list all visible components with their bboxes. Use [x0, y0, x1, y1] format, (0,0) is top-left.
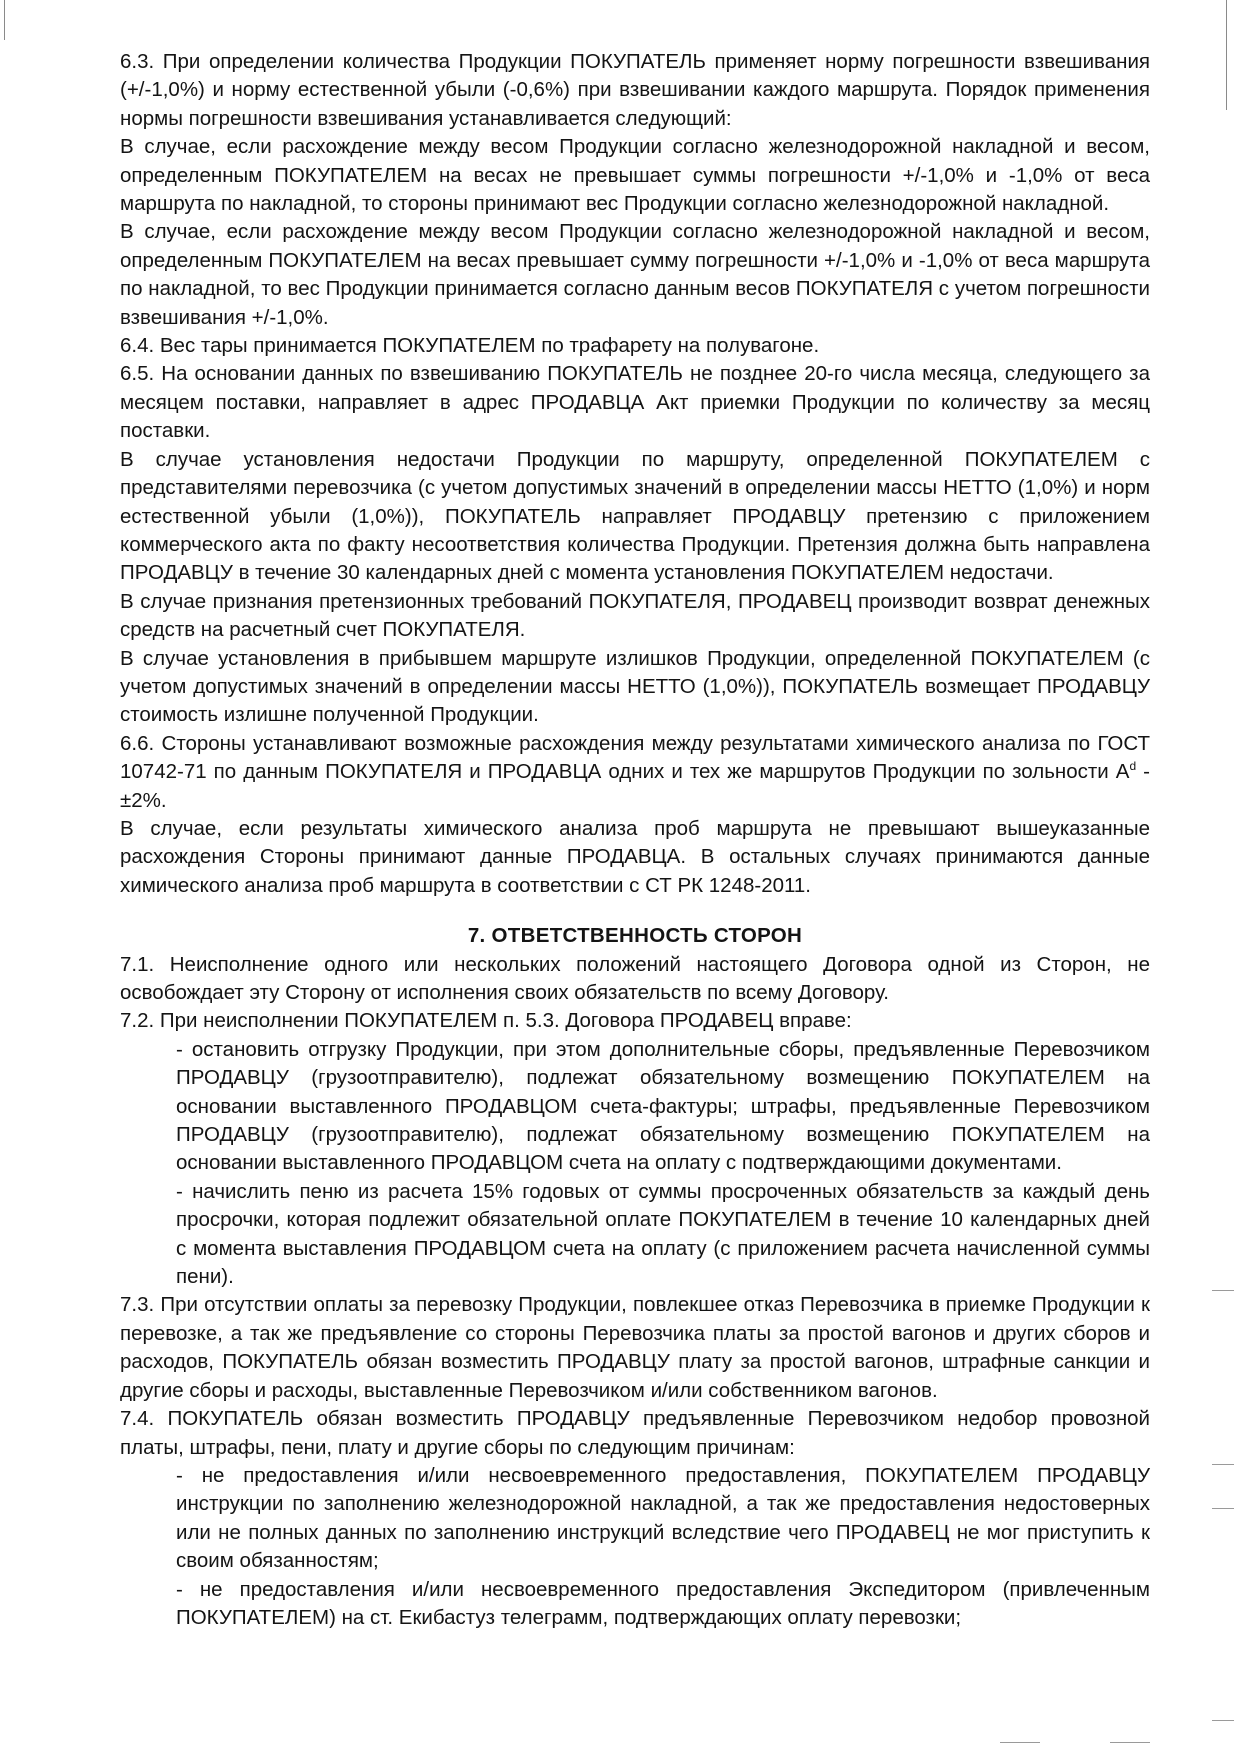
- clause-7-1: 7.1. Неисполнение одного или нескольких положений настоящего Договора одной из Сторон, не освобождает эту Сторону от исполнения своих обязательств по всему Договору.: [120, 952, 1150, 1004]
- clause-7-4-item: - не предоставления и/или несвоевременного предоставления Экспедитором (привлеченным ПОКУПАТЕЛЕМ) на ст. Екибастуз телеграмм, подтверждающих оплату перевозки;: [176, 1577, 1150, 1629]
- scan-right-edge-line: [1226, 0, 1227, 110]
- clause-7-4: 7.4. ПОКУПАТЕЛЬ обязан возместить ПРОДАВЦУ предъявленные Перевозчиком недобор провозной платы, штрафы, пени, плату и другие сборы по следующим причинам:: [120, 1407, 1150, 1459]
- clause-7-3: 7.3. При отсутствии оплаты за перевозку Продукции, повлекшее отказ Перевозчика в приемке Продукции к перевозке, а так же предъявление со стороны Перевозчика платы за простой вагонов и других сборов и расходов, ПОКУПАТЕЛЬ обязан возместить ПРОДАВЦУ плату за простой вагонов, штрафные санкции и другие сборы и расходы, выставленные Перевозчиком и/или собственником вагонов.: [120, 1293, 1150, 1402]
- ash-content-superscript: d: [1129, 759, 1137, 774]
- section-7-title: 7. ОТВЕТСТВЕННОСТЬ СТОРОН: [467, 924, 803, 948]
- clause-6-6-text: 6.6. Стороны устанавливают возможные расхождения между результатами химического анализа по ГОСТ 10742-71 по данным ПОКУПАТЕЛЯ и ПРОДАВЦА одних и тех же маршрутов Продукции по зольности A: [120, 731, 1150, 784]
- clause-6-3-paragraph: В случае, если расхождение между весом Продукции согласно железнодорожной накладной и весом, определенным ПОКУПАТЕЛЕМ на весах превышает сумму погрешности +/-1,0% и -1,0% от веса маршрута по накладной, то вес Продукции принимается согласно данным весов ПОКУПАТЕЛЯ с учетом погрешности взвешивания +/-1,0%.: [120, 220, 1150, 329]
- clause-6-5-paragraph: В случае установления недостачи Продукции по маршруту, определенной ПОКУПАТЕЛЕМ с представителями перевозчика (с учетом допустимых значений в определении массы НЕТТО (1,0%) и норм естественной убыли (1,0%)), ПОКУПАТЕЛЬ направляет ПРОДАВЦУ претензию с приложением коммерческого акта по факту несоответствия количества Продукции. Претензия должна быть направлена ПРОДАВЦУ в течение 30 календарных дней с момента установления ПОКУПАТЕЛЕМ недостачи.: [120, 447, 1150, 585]
- clause-7-4-item: - не предоставления и/или несвоевременного предоставления, ПОКУПАТЕЛЕМ ПРОДАВЦУ инструкции по заполнению железнодорожной накладной, а так же предоставления недостоверных или не полных данных по заполнению инструкций вследствие чего ПРОДАВЕЦ не мог приступить к своим обязанностям;: [176, 1463, 1150, 1573]
- scan-bottom-dash: [1000, 1742, 1040, 1743]
- document-body: [120, 48, 1150, 1632]
- clause-7-2: 7.2. При неисполнении ПОКУПАТЕЛЕМ п. 5.3. Договора ПРОДАВЕЦ вправе:: [120, 1009, 852, 1033]
- scan-left-edge-line: [4, 0, 5, 40]
- clause-6-6-paragraph: В случае, если результаты химического анализа проб маршрута не превышают вышеуказанные расхождения Стороны принимают данные ПРОДАВЦА. В остальных случаях принимаются данные химического анализа проб маршрута в соответствии с СТ РК 1248-2011.: [120, 816, 1150, 897]
- scan-right-edge-dash: [1212, 1508, 1234, 1509]
- scan-bottom-dash: [1110, 1742, 1150, 1743]
- clause-6-5: 6.5. На основании данных по взвешиванию ПОКУПАТЕЛЬ не позднее 20-го числа месяца, следующего за месяцем поставки, направляет в адрес ПРОДАВЦА Акт приемки Продукции по количеству за месяц поставки.: [120, 362, 1150, 443]
- clause-6-4: 6.4. Вес тары принимается ПОКУПАТЕЛЕМ по трафарету на полувагоне.: [120, 334, 820, 358]
- clause-6-5-paragraph: В случае установления в прибывшем маршруте излишков Продукции, определенной ПОКУПАТЕЛЕМ (с учетом допустимых значений в определении массы НЕТТО (1,0%)), ПОКУПАТЕЛЬ возмещает ПРОДАВЦУ стоимость излишне полученной Продукции.: [120, 646, 1150, 727]
- clause-6-3: 6.3. При определении количества Продукции ПОКУПАТЕЛЬ применяет норму погрешности взвешивания (+/-1,0%) и норму естественной убыли (-0,6%) при взвешивании каждого маршрута. Порядок применения нормы погрешности взвешивания устанавливается следующий:: [120, 50, 1150, 130]
- clause-6-6-tolerance: - ±2%.: [120, 760, 1150, 812]
- clause-6-3-paragraph: В случае, если расхождение между весом Продукции согласно железнодорожной накладной и весом, определенным ПОКУПАТЕЛЕМ на весах не превышает суммы погрешности +/-1,0% и -1,0% от веса маршрута по накладной, то стороны принимают вес Продукции согласно железнодорожной накладной.: [120, 135, 1150, 216]
- scan-right-edge-dash: [1212, 1720, 1234, 1721]
- clause-7-2-item: - начислить пеню из расчета 15% годовых от суммы просроченных обязательств за каждый день просрочки, которая подлежит обязательной оплате ПОКУПАТЕЛЕМ в течение 10 календарных дней с момента выставления ПРОДАВЦОМ счета на оплату (с приложением расчета начисленной суммы пени).: [176, 1179, 1150, 1289]
- clause-6-5-paragraph: В случае признания претензионных требований ПОКУПАТЕЛЯ, ПРОДАВЕЦ производит возврат денежных средств на расчетный счет ПОКУПАТЕЛЯ.: [120, 589, 1150, 642]
- clause-7-2-item: - остановить отгрузку Продукции, при этом дополнительные сборы, предъявленные Перевозчиком ПРОДАВЦУ (грузоотправителю), подлежат обязательному возмещению ПОКУПАТЕЛЕМ на основании выставленного ПРОДАВЦОМ счета-фактуры; штрафы, предъявленные Перевозчиком ПРОДАВЦУ (грузоотправителю), подлежат обязательному возмещению ПОКУПАТЕЛЕМ на основании выставленного ПРОДАВЦОМ счета на оплату с подтверждающими документами.: [176, 1037, 1150, 1175]
- clause-6-6: [120, 730, 1150, 815]
- scan-right-edge-dash: [1212, 1464, 1234, 1465]
- scan-right-edge-dash: [1212, 1290, 1234, 1291]
